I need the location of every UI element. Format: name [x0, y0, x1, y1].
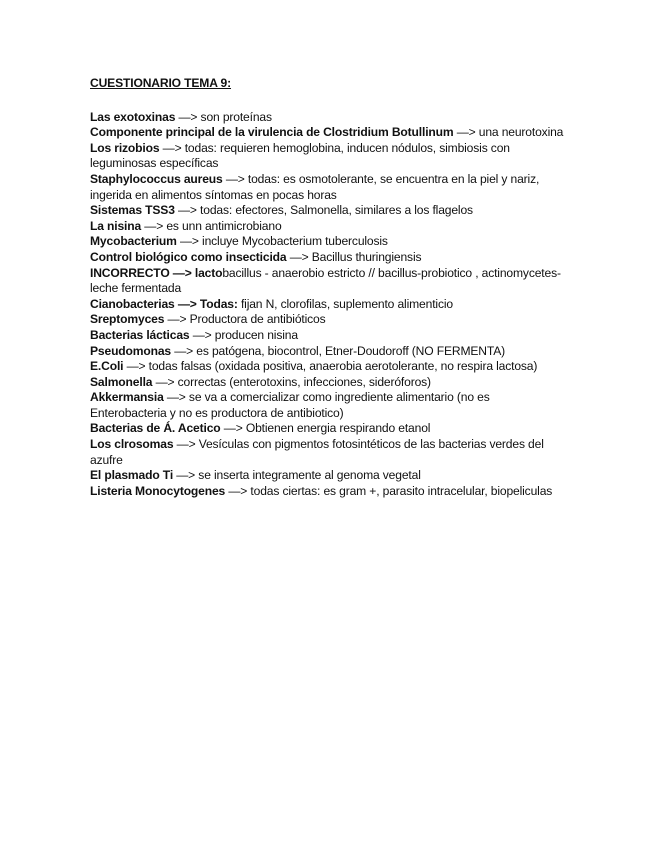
qa-term: Las exotoxinas: [90, 109, 176, 124]
qa-answer: —> Productora de antibióticos: [164, 312, 326, 327]
qa-item: [90, 203, 565, 219]
qa-item: [90, 250, 565, 266]
qa-answer: fijan N, clorofilas, suplemento alimenticio: [237, 296, 453, 311]
qa-item: [90, 266, 565, 297]
qa-term: Bacterias lácticas: [90, 327, 190, 342]
qa-item: [90, 375, 565, 391]
document-content: [90, 76, 565, 499]
qa-term: Listeria Monocytogenes: [90, 483, 226, 498]
qa-answer: —> correctas (enterotoxins, infecciones, sideróforos): [152, 374, 431, 389]
qa-term: Pseudomonas: [90, 343, 172, 358]
qa-item: [90, 125, 565, 141]
qa-answer: —> es unn antimicrobiano: [141, 218, 282, 233]
qa-answer: —> todas: es osmotolerante, se encuentra en la piel y nariz, ingerida en alimentos síntomas en pocas horas: [90, 171, 540, 202]
qa-answer: —> una neurotoxina: [453, 125, 564, 140]
qa-answer: —> incluye Mycobacterium tuberculosis: [176, 234, 388, 249]
qa-term: Componente principal de la virulencia de Clostridium Botullinum: [90, 125, 454, 140]
qa-item: [90, 110, 565, 126]
qa-answer: —> todas: requieren hemoglobina, inducen nódulos, simbiosis con leguminosas específicas: [90, 140, 510, 171]
qa-item: [90, 344, 565, 360]
qa-answer: —> Vesículas con pigmentos fotosintéticos de las bacterias verdes del azufre: [90, 437, 544, 467]
qa-answer: —> producen nisina: [189, 327, 298, 342]
qa-item: [90, 219, 565, 235]
qa-item: [90, 359, 565, 375]
qa-term: Los clrosomas: [90, 437, 174, 452]
qa-item: [90, 297, 565, 313]
qa-answer: —> Obtienen energia respirando etanol: [220, 421, 431, 436]
qa-term: Staphylococcus aureus: [90, 171, 223, 186]
qa-answer: —> todas falsas (oxidada positiva, anaerobia aerotolerante, no respira lactosa): [123, 359, 538, 374]
qa-answer: —> se inserta integramente al genoma vegetal: [173, 468, 421, 483]
qa-term: Akkermansia: [90, 390, 164, 405]
qa-term: El plasmado Ti: [90, 468, 174, 483]
qa-item: [90, 141, 565, 172]
qa-term: INCORRECTO —> lacto: [90, 265, 223, 280]
qa-answer: —> Bacillus thuringiensis: [286, 249, 422, 264]
qa-term: Los rizobios: [90, 140, 160, 155]
qa-term: Salmonella: [90, 374, 153, 389]
qa-answer: —> todas ciertas: es gram +, parasito intracelular, biopeliculas: [225, 483, 553, 498]
document-title: CUESTIONARIO TEMA 9:: [90, 76, 232, 90]
qa-item: [90, 484, 565, 500]
qa-term: Mycobacterium: [90, 234, 177, 249]
qa-item: [90, 328, 565, 344]
qa-answer: —> todas: efectores, Salmonella, similares a los flagelos: [174, 203, 473, 218]
qa-item: [90, 437, 565, 468]
qa-item: [90, 234, 565, 250]
qa-term: Sreptomyces: [90, 312, 165, 327]
qa-term: Bacterias de Á. Acetico: [90, 421, 221, 436]
qa-answer: —> se va a comercializar como ingrediente alimentario (no es Enterobacteria y no es productora de antibiotico): [90, 390, 490, 420]
qa-item: [90, 312, 565, 328]
qa-term: Cianobacterias —> Todas:: [90, 296, 238, 311]
qa-item: [90, 390, 565, 421]
qa-term: La nisina: [90, 218, 142, 233]
qa-term: Sistemas TSS3: [90, 203, 175, 218]
qa-item: [90, 421, 565, 437]
qa-item: [90, 172, 565, 203]
qa-answer: —> es patógena, biocontrol, Etner-Doudoroff (NO FERMENTA): [171, 343, 506, 358]
qa-term: E.Coli: [90, 359, 124, 374]
qa-item: [90, 468, 565, 484]
qa-answer: —> son proteínas: [175, 109, 272, 124]
qa-answer: bacillus - anaerobio estricto // bacillus-probiotico , actinomycetes-leche fermentada: [90, 265, 561, 296]
qa-term: Control biológico como insecticida: [90, 249, 287, 264]
